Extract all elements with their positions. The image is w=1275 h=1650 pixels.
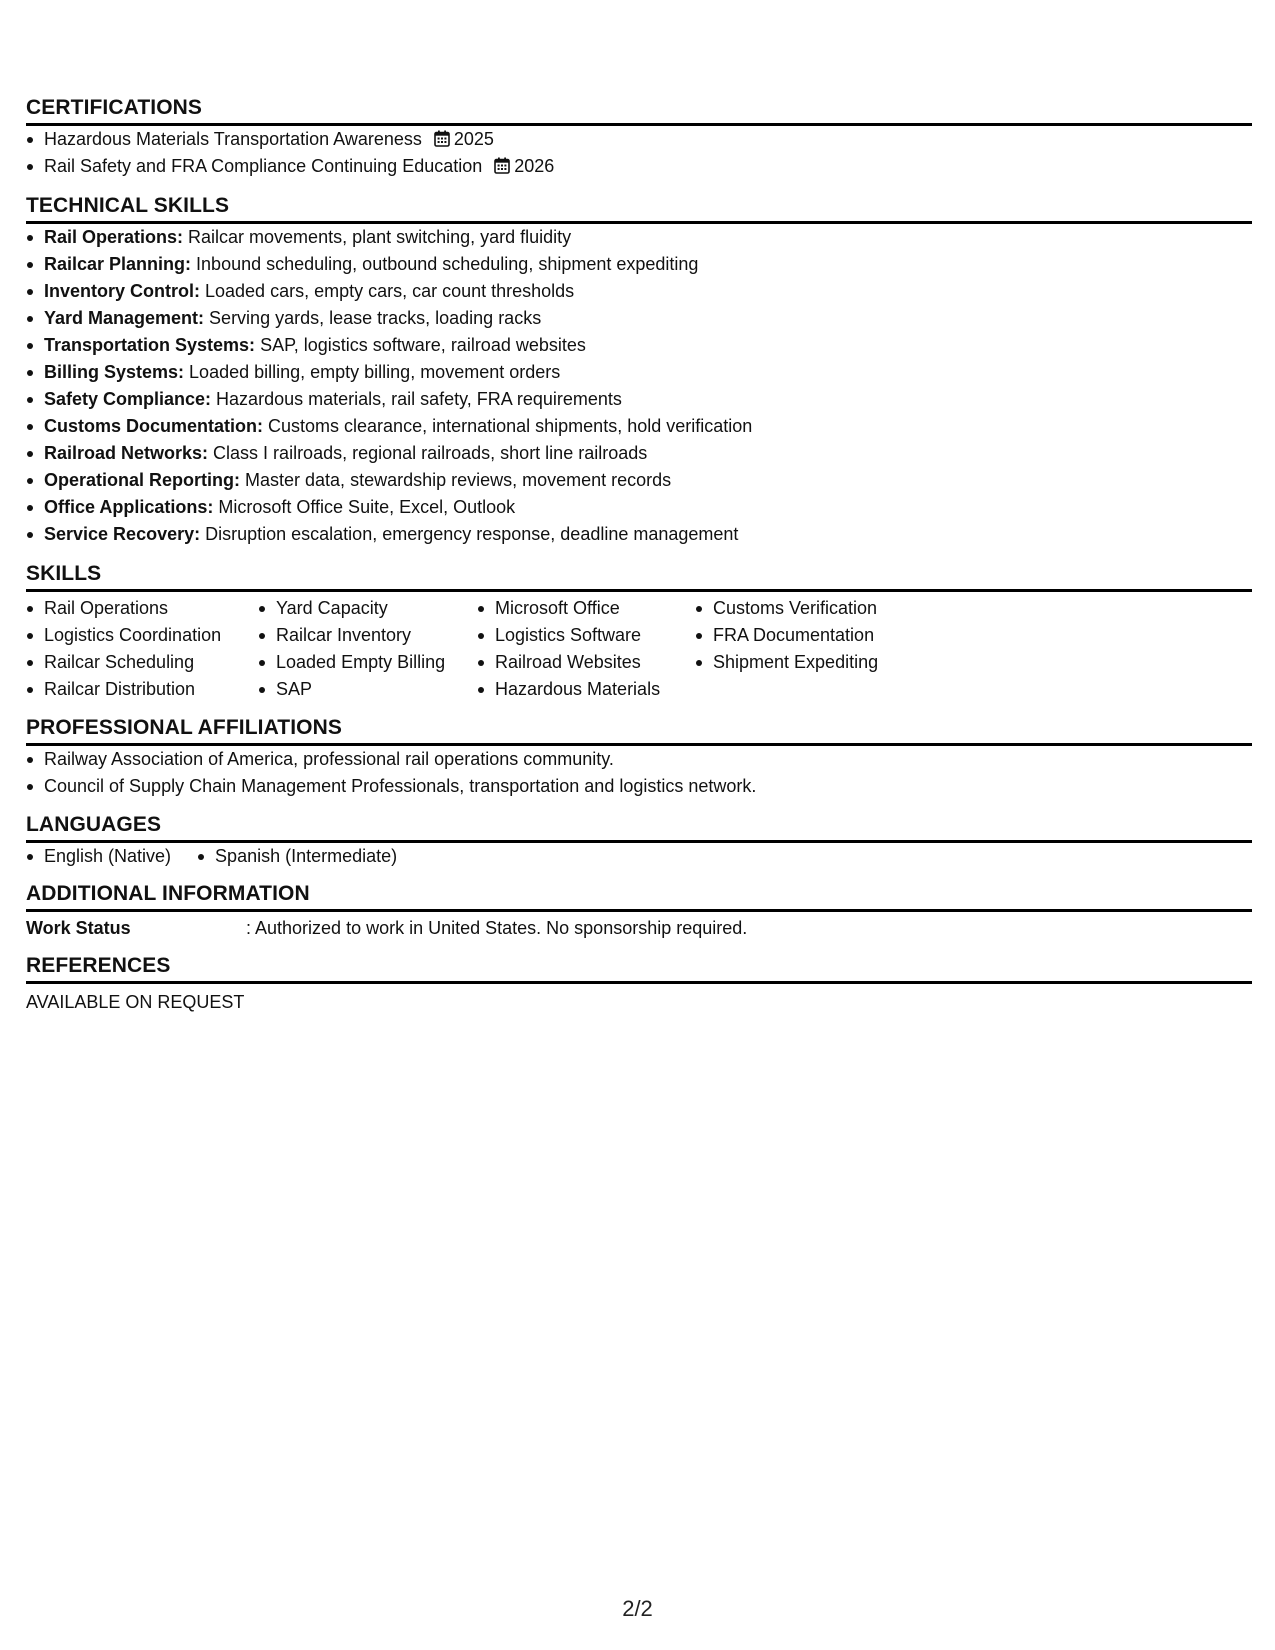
affiliations-list <box>26 746 1252 800</box>
skill-item: Railcar Inventory <box>258 622 477 649</box>
certifications-list <box>26 126 1252 180</box>
work-status-row <box>26 915 1252 942</box>
skills-column-3 <box>477 595 695 703</box>
certifications-section <box>26 96 1252 180</box>
calendar-icon <box>494 157 510 174</box>
skill-item: Yard Capacity <box>258 595 477 622</box>
technical-skill-text: Microsoft Office Suite, Excel, Outlook <box>213 497 516 517</box>
technical-skill-text: Hazardous materials, rail safety, FRA requirements <box>211 389 622 409</box>
skill-item: SAP <box>258 676 477 703</box>
technical-skill-item <box>26 359 1252 386</box>
skill-item: FRA Documentation <box>695 622 955 649</box>
technical-skill-label: Office Applications: <box>44 497 214 517</box>
technical-skill-label: Yard Management: <box>44 308 205 328</box>
technical-skill-text: Serving yards, lease tracks, loading racks <box>204 308 542 328</box>
technical-skill-text: Customs clearance, international shipments, hold verification <box>263 416 753 436</box>
section-title-additional-information: ADDITIONAL INFORMATION <box>26 882 1252 912</box>
technical-skill-label: Transportation Systems: <box>44 335 256 355</box>
technical-skill-item <box>26 467 1252 494</box>
technical-skill-label: Billing Systems: <box>44 362 185 382</box>
technical-skill-text: Loaded billing, empty billing, movement orders <box>184 362 561 382</box>
skill-item: Rail Operations <box>26 595 258 622</box>
technical-skill-label: Rail Operations: <box>44 227 184 247</box>
certification-year: 2025 <box>453 129 494 149</box>
technical-skill-label: Customs Documentation: <box>44 416 264 436</box>
certification-item <box>26 153 1252 180</box>
technical-skill-text: SAP, logistics software, railroad websites <box>255 335 586 355</box>
language-item: English (Native) <box>26 843 171 870</box>
skill-item: Railroad Websites <box>477 649 695 676</box>
affiliation-item: Council of Supply Chain Management Professionals, transportation and logistics network. <box>26 773 1252 800</box>
skill-item: Customs Verification <box>695 595 955 622</box>
references-section <box>26 954 1252 1016</box>
skill-item: Logistics Coordination <box>26 622 258 649</box>
certification-name: Rail Safety and FRA Compliance Continuing Education <box>44 156 483 176</box>
page-number: 2/2 <box>622 1596 653 1621</box>
technical-skill-item <box>26 278 1252 305</box>
technical-skill-label: Service Recovery: <box>44 524 201 544</box>
technical-skill-text: Disruption escalation, emergency response, deadline management <box>200 524 739 544</box>
technical-skill-text: Master data, stewardship reviews, movement records <box>240 470 672 490</box>
section-title-certifications: CERTIFICATIONS <box>26 96 1252 126</box>
skills-grid <box>26 595 1252 703</box>
technical-skill-item <box>26 440 1252 467</box>
languages-list <box>26 843 1252 870</box>
technical-skill-label: Railroad Networks: <box>44 443 209 463</box>
affiliation-item: Railway Association of America, professional rail operations community. <box>26 746 1252 773</box>
technical-skill-text: Class I railroads, regional railroads, short line railroads <box>208 443 648 463</box>
technical-skill-item <box>26 494 1252 521</box>
section-title-technical-skills: TECHNICAL SKILLS <box>26 194 1252 224</box>
skills-column-4 <box>695 595 955 703</box>
technical-skill-item <box>26 224 1252 251</box>
work-status-label: Work Status <box>26 918 131 938</box>
technical-skill-item <box>26 386 1252 413</box>
certification-item <box>26 126 1252 153</box>
technical-skills-section <box>26 194 1252 548</box>
technical-skill-item <box>26 413 1252 440</box>
skill-item: Hazardous Materials <box>477 676 695 703</box>
skill-item: Loaded Empty Billing <box>258 649 477 676</box>
skill-item: Shipment Expediting <box>695 649 955 676</box>
technical-skill-text: Loaded cars, empty cars, car count thresholds <box>200 281 575 301</box>
additional-information-section <box>26 882 1252 942</box>
section-title-skills: SKILLS <box>26 562 1252 592</box>
section-title-affiliations: PROFESSIONAL AFFILIATIONS <box>26 716 1252 746</box>
section-title-references: REFERENCES <box>26 954 1252 984</box>
technical-skill-item <box>26 305 1252 332</box>
references-text: AVAILABLE ON REQUEST <box>26 992 245 1012</box>
skill-item: Microsoft Office <box>477 595 695 622</box>
technical-skill-label: Railcar Planning: <box>44 254 192 274</box>
work-status-value: : Authorized to work in United States. No sponsorship required. <box>246 918 748 938</box>
skill-item: Railcar Scheduling <box>26 649 258 676</box>
technical-skill-label: Safety Compliance: <box>44 389 212 409</box>
technical-skill-text: Railcar movements, plant switching, yard fluidity <box>183 227 572 247</box>
skills-column-1 <box>26 595 258 703</box>
skill-item: Railcar Distribution <box>26 676 258 703</box>
technical-skill-item <box>26 332 1252 359</box>
calendar-icon <box>434 130 450 147</box>
technical-skill-label: Operational Reporting: <box>44 470 241 490</box>
skills-column-2 <box>258 595 477 703</box>
technical-skill-text: Inbound scheduling, outbound scheduling, shipment expediting <box>191 254 699 274</box>
certification-year: 2026 <box>514 156 555 176</box>
languages-section <box>26 813 1252 870</box>
skills-section <box>26 562 1252 703</box>
technical-skill-item <box>26 251 1252 278</box>
language-item: Spanish (Intermediate) <box>197 843 397 870</box>
technical-skill-label: Inventory Control: <box>44 281 200 301</box>
technical-skill-item <box>26 521 1252 548</box>
resume-page <box>26 96 1252 1016</box>
technical-skills-list <box>26 224 1252 548</box>
section-title-languages: LANGUAGES <box>26 813 1252 843</box>
certification-name: Hazardous Materials Transportation Awareness <box>44 129 422 149</box>
affiliations-section <box>26 716 1252 800</box>
skill-item: Logistics Software <box>477 622 695 649</box>
